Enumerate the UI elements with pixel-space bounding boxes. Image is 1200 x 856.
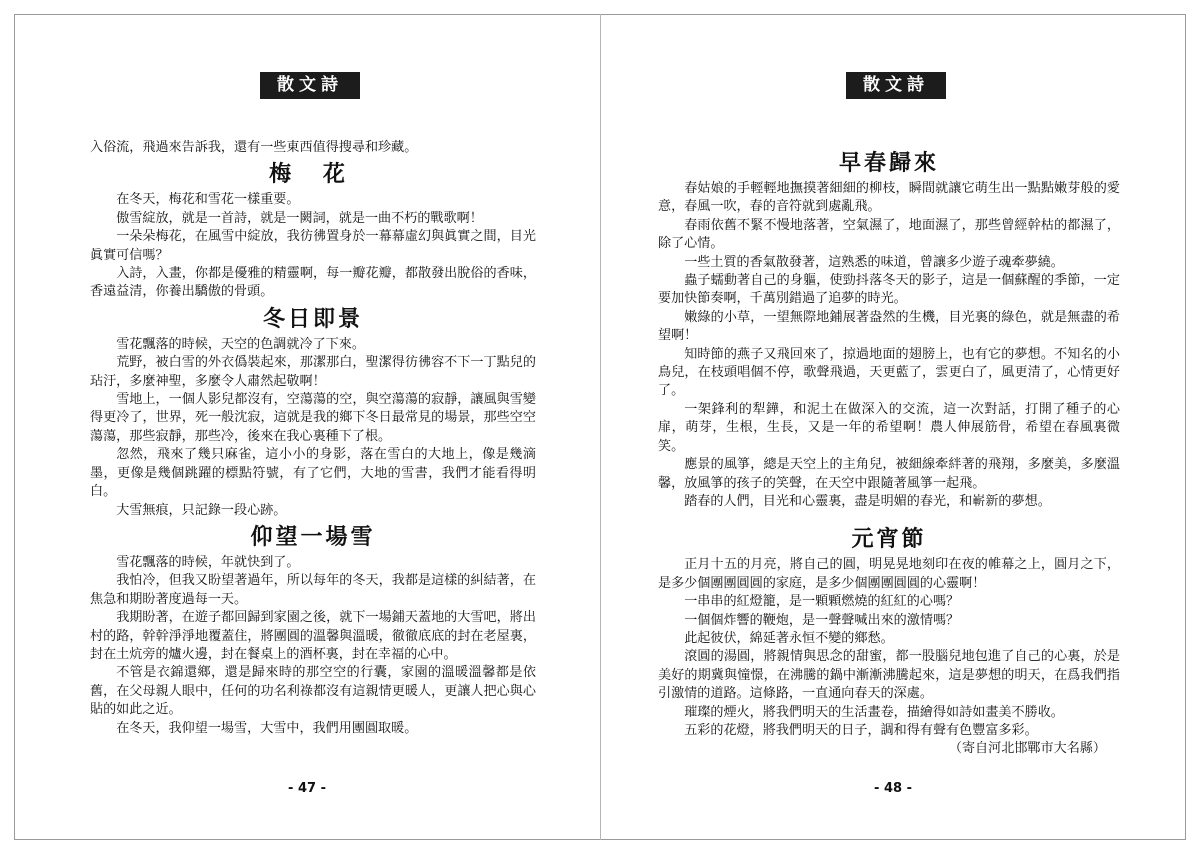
poem-title-lantern-festival: 元宵節 bbox=[851, 527, 927, 553]
paragraph: 一串串的紅燈籠，是一顆顆燃燒的紅紅的心嗎？ bbox=[684, 594, 960, 610]
paragraph: 我期盼著，在遊子都回歸到家園之後，就下一場鋪天蓋地的大雪吧，將出村的路，幹幹淨淨地覆蓋住，將團圓的溫馨與溫暖，徹徹底底的封在老屋裏，封在土炕旁的爐火邊，封在餐桌上的酒杯裏，封在幸福的心中。 bbox=[90, 610, 536, 662]
paragraph: 蟲子蠕動著自己的身軀，使勁抖落冬天的影子，這是一個蘇醒的季節，一定要加快節奏啊，千萬別錯過了追夢的時光。 bbox=[658, 273, 1120, 307]
paragraph: 一朵朵梅花，在風雪中綻放，我彷彿置身於一幕幕虛幻與眞實之間，目光眞實可信嗎？ bbox=[90, 229, 536, 263]
paragraph: 我怕冷，但我又盼望著過年，所以每年的冬天，我都是這樣的糾結著，在焦急和期盼著度過每一天。 bbox=[90, 573, 536, 607]
continued-paragraph: 入俗流，飛過來告訴我，還有一些東西值得搜尋和珍藏。 bbox=[90, 140, 418, 155]
page-number: - 48 - bbox=[874, 781, 912, 796]
page-right bbox=[600, 14, 1186, 840]
paragraph: 正月十五的月亮，將自己的圓，明晃晃地刻印在夜的帷幕之上，圓月之下，是多少個團團圓圓的家庭，是多少個團團圓圓的心靈啊！ bbox=[658, 557, 1120, 591]
paragraph: 春姑娘的手輕輕地撫摸著細細的柳枝，瞬間就讓它萌生出一點點嫩芽般的愛意，春風一吹，春的音符就到處亂飛。 bbox=[658, 181, 1120, 215]
poem-title-gazing-at-snow: 仰望一場雪 bbox=[250, 524, 376, 550]
paragraph: 荒野，被白雪的外衣僞裝起來，那潔那白，聖潔得彷彿容不下一丁點兒的玷汙，多麼神聖，多麼令人肅然起敬啊！ bbox=[90, 355, 536, 389]
paragraph: 在冬天，梅花和雪花一樣重要。 bbox=[116, 192, 300, 208]
paragraph: 五彩的花燈，將我們明天的日子，調和得有聲有色豐富多彩。 bbox=[684, 722, 1038, 738]
paragraph: 雪花飄落的時候，天空的色調就冷了下來。 bbox=[116, 336, 365, 352]
paragraph: 一架鋒利的犁鏵，和泥土在做深入的交流，這一次對話，打開了種子的心扉，萌芽，生根，生長，又是一年的希望啊！農人伸展筋骨，希望在春風裏微笑。 bbox=[658, 401, 1120, 454]
poem-title-early-spring: 早春歸來 bbox=[838, 151, 939, 176]
paragraph: 璀璨的煙火，將我們明天的生活畫卷，描繪得如詩如畫美不勝收。 bbox=[684, 704, 1064, 720]
section-header-tag: 散文詩 bbox=[846, 72, 946, 99]
page-number: - 47 - bbox=[288, 781, 326, 796]
paragraph: 一些土質的香氣散發著，這熟悉的味道，曾讓多少遊子魂牽夢繞。 bbox=[684, 254, 1064, 270]
paragraph: 雪花飄落的時候，年就快到了。 bbox=[116, 554, 300, 570]
paragraph: 忽然，飛來了幾只麻雀，這小小的身影，落在雪白的大地上，像是幾滴墨，更像是幾個跳躍的標點符號，有了它們，大地的雪書，我們才能看得明白。 bbox=[90, 447, 536, 500]
paragraph: 大雪無痕，只記錄一段心跡。 bbox=[116, 502, 287, 518]
paragraph: 一個個炸響的鞭炮，是一聲聲喊出來的激情嗎？ bbox=[684, 612, 960, 628]
author-signature: （寄自河北邯鄲市大名縣） bbox=[948, 741, 1106, 757]
paragraph: 踏春的人們，目光和心靈裏，盡是明媚的春光，和嶄新的夢想。 bbox=[684, 493, 1051, 509]
poem-title-winter-scene: 冬日即景 bbox=[262, 306, 363, 332]
text-column bbox=[90, 139, 536, 738]
paragraph: 此起彼伏，綿延著永恒不變的鄉愁。 bbox=[684, 630, 894, 646]
paragraph: 傲雪綻放，就是一首詩，就是一闕詞，就是一曲不朽的戰歌啊！ bbox=[116, 210, 483, 226]
paragraph: 知時節的燕子又飛回來了，掠過地面的翅膀上，也有它的夢想。不知名的小鳥兒，在枝頭唱個不停，歌聲飛過，天更藍了，雲更白了，風更清了，心情更好了。 bbox=[658, 346, 1120, 399]
section-header-tag: 散文詩 bbox=[260, 72, 360, 99]
poem-title-plum-blossom: 梅 花 bbox=[269, 162, 357, 188]
paragraph: 嫩綠的小草，一望無際地鋪展著盎然的生機，目光裏的綠色，就是無盡的希望啊！ bbox=[658, 309, 1120, 344]
paragraph: 雪地上，一個人影兒都沒有，空蕩蕩的空，與空蕩蕩的寂靜，讓風與雪變得更冷了，世界，死一般沈寂，這就是我的鄉下冬日最常見的場景，那些空空蕩蕩，那些寂靜，那些冷，後來在我心裏種下了根。 bbox=[90, 392, 536, 444]
paragraph: 春雨依舊不緊不慢地落著，空氣濕了，地面濕了，那些曾經幹枯的都濕了，除了心情。 bbox=[658, 217, 1120, 252]
paragraph: 在冬天，我仰望一場雪，大雪中，我們用團圓取暖。 bbox=[116, 720, 418, 736]
paragraph: 滾圓的湯圓，將親情與思念的甜蜜，都一股腦兒地包進了自己的心裏，於是美好的期冀與憧憬，在沸騰的鍋中漸漸沸騰起來，這是夢想的明天，在爲我們指引激情的道路。這條路，一直通向春天的深處。 bbox=[658, 649, 1120, 702]
paragraph: 入詩，入畫，你都是優雅的精靈啊，每一瓣花瓣，都散發出脫俗的香味，香遠益清，你養出驕傲的骨頭。 bbox=[90, 266, 536, 300]
page-left bbox=[14, 14, 600, 840]
paragraph: 不管是衣錦還鄉，還是歸來時的那空空的行囊，家園的溫暖溫馨都是依舊，在父母親人眼中，任何的功名利祿都沒有這親情更暖人，更讓人把心與心貼的如此之近。 bbox=[90, 665, 536, 718]
text-column bbox=[658, 146, 1120, 759]
paragraph: 應景的風箏，總是天空上的主角兒，被細線牽絆著的飛翔，多麼美，多麼溫馨，放風箏的孩子的笑聲，在天空中跟隨著風箏一起飛。 bbox=[658, 457, 1120, 491]
